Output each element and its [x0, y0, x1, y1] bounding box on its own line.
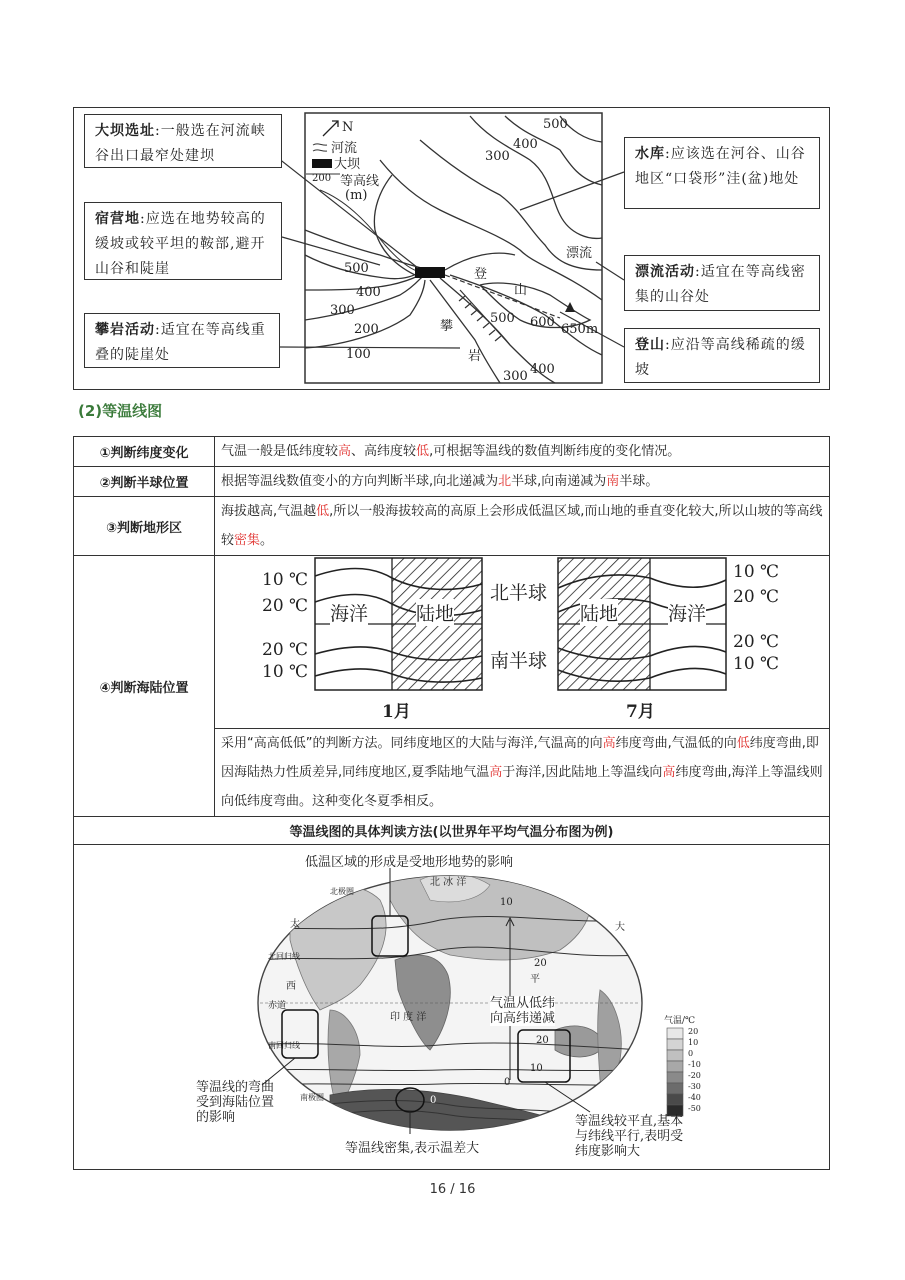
row4-text: 采用“高高低低”的判断方法。同纬度地区的大陆与海洋,气温高的向高纬度弯曲,气温低的向低纬度弯曲,即因海陆热力性质差异,同纬度地区,夏季陆地气温高于海洋,因此陆地上等温线向高纬度弯曲,海洋上等温线则向低纬度弯曲。这种变化冬夏季相反。 — [215, 729, 830, 817]
climb-label-1: 攀 — [440, 319, 454, 334]
pacific-w-label: 太 — [290, 919, 300, 930]
isotherm-label-s0: 0 — [430, 1095, 437, 1106]
contour-value: 200 — [354, 322, 379, 337]
legend-values: 20 10 0 -10 -20 -30 -40 -50 — [688, 1027, 701, 1113]
contour-value: 300 — [485, 149, 510, 164]
jan-label-10: 10 ℃ — [262, 570, 309, 590]
jan-ocean-label: 海洋 — [330, 599, 368, 626]
legend-river-label: 河流 — [331, 141, 358, 156]
tropic-s-label: 南回归线 — [268, 1041, 300, 1050]
row2-label: ②判断半球位置 — [74, 467, 215, 497]
legend-contour-value: 200 — [312, 173, 332, 184]
north-label: N — [342, 120, 354, 135]
legend-contour-label: 等高线 — [340, 174, 380, 189]
page-number: 16 / 16 — [429, 1182, 476, 1197]
jul-label-s20: 20 ℃ — [733, 632, 780, 652]
section-title: (2)等温线图 — [78, 402, 163, 420]
polar-n-label: 北极圈 — [330, 887, 354, 896]
jul-label-s10: 10 ℃ — [733, 654, 780, 674]
contour-value: 100 — [346, 347, 371, 362]
jan-label-20: 20 ℃ — [262, 596, 309, 616]
rafting-label: 漂流 — [566, 246, 593, 261]
contour-value: 500 — [543, 117, 568, 132]
contour-value: 400 — [530, 362, 555, 377]
ann-bottom-text: 等温线密集,表示温差大 — [345, 1141, 480, 1156]
row4-label: ④判断海陆位置 — [74, 556, 215, 817]
contour-value: 600 — [530, 315, 555, 330]
peak-elevation: 650m — [561, 322, 599, 337]
isotherm-label-s10: 10 — [530, 1063, 543, 1074]
map-legend — [667, 1028, 683, 1116]
jul-land-label: 陆地 — [580, 599, 618, 626]
contour-value: 300 — [330, 303, 355, 318]
jul-label-10: 10 ℃ — [733, 562, 780, 582]
callout-camp-text: :应选在地势较高的缓坡或较平坦的鞍部,避开山谷和陡崖 — [95, 211, 266, 277]
arctic-label: 北 冰 洋 — [430, 877, 467, 888]
row3-text: 海拔越高,气温越低,所以一般海拔较高的高原上会形成低温区域,而山地的垂直变化较大,所以山坡的等高线较密集。 — [215, 497, 830, 556]
jan-land-label: 陆地 — [416, 599, 454, 626]
jul-ocean-label: 海洋 — [668, 599, 706, 626]
callout-rafting-text: :适宜在等高线密集的山谷处 — [635, 264, 806, 305]
row1-label: ①判断纬度变化 — [74, 437, 215, 467]
ann-left-text: 等温线的弯曲 受到海陆位置 的影响 — [196, 1080, 275, 1125]
contour-value: 400 — [356, 285, 381, 300]
legend-dam-label: 大坝 — [334, 157, 361, 172]
legend-unit-label: (m) — [345, 188, 368, 203]
isotherm-label-0: 0 — [504, 1077, 511, 1088]
callout-climb-text: :适宜在等高线重叠的陡崖处 — [95, 322, 266, 363]
callout-dam-title: 大坝选址 — [95, 123, 155, 139]
contour-value: 500 — [344, 261, 369, 276]
isotherm-label-n10: 10 — [500, 897, 513, 908]
callout-camp-title: 宿营地 — [95, 211, 140, 227]
callout-reservoir-text: :应该选在河谷、山谷地区“口袋形”洼(盆)地处 — [635, 146, 806, 187]
ann-top-text: 低温区域的形成是受地形地势的影响 — [305, 855, 514, 870]
isotherm-label-n20: 20 — [534, 958, 547, 969]
legend-title: 气温/℃ — [664, 1016, 696, 1026]
callout-climb-title: 攀岩活动 — [95, 322, 155, 338]
hiking-label-1: 登 — [474, 267, 488, 282]
row5-title: 等温线图的具体判读方法(以世界年平均气温分布图为例) — [74, 817, 830, 845]
north-hemisphere-label: 北半球 — [490, 582, 548, 604]
atlantic-label: 西 — [286, 981, 296, 992]
row1-text: 气温一般是低纬度较高、高纬度较低,可根据等温线的数值判断纬度的变化情况。 — [215, 437, 830, 467]
callout-reservoir-title: 水库 — [635, 146, 665, 162]
ann-right-text: 等温线较平直,基本 与纬线平行,表明受 纬度影响大 — [575, 1114, 684, 1159]
callout-hiking-title: 登山 — [635, 337, 665, 353]
jan-label-s10: 10 ℃ — [262, 662, 309, 682]
row3-label: ③判断地形区 — [74, 497, 215, 556]
ann-mid-text: 气温从低纬 向高纬递减 — [490, 996, 556, 1026]
callout-rafting-title: 漂流活动 — [635, 264, 695, 280]
jul-label-20: 20 ℃ — [733, 587, 780, 607]
callout-dam-text: :一般选在河流峡谷出口最窄处建坝 — [95, 123, 266, 164]
indian-label: 印 度 洋 — [390, 1012, 427, 1023]
isotherm-label-s20: 20 — [536, 1035, 549, 1046]
south-hemisphere-label: 南半球 — [490, 650, 548, 672]
tropic-n-label: 北回归线 — [268, 952, 300, 961]
equator-label: 赤道 — [268, 1001, 287, 1011]
row2-text: 根据等温线数值变小的方向判断半球,向北递减为北半球,向南递减为南半球。 — [215, 467, 830, 497]
pacific-mid-label: 平 — [530, 974, 540, 985]
jan-month-label: 1月 — [382, 702, 411, 722]
polar-s-label: 南极圈 — [300, 1093, 324, 1102]
contour-value: 400 — [513, 137, 538, 152]
contour-value: 500 — [490, 311, 515, 326]
jan-label-s20: 20 ℃ — [262, 640, 309, 660]
contour-value: 300 — [503, 369, 528, 384]
hiking-label-2: 山 — [514, 283, 528, 298]
climb-label-2: 岩 — [468, 349, 482, 364]
pacific-e-label: 大 — [615, 922, 625, 933]
jul-month-label: 7月 — [626, 702, 655, 722]
callout-hiking-text: :应沿等高线稀疏的缓坡 — [635, 337, 806, 378]
